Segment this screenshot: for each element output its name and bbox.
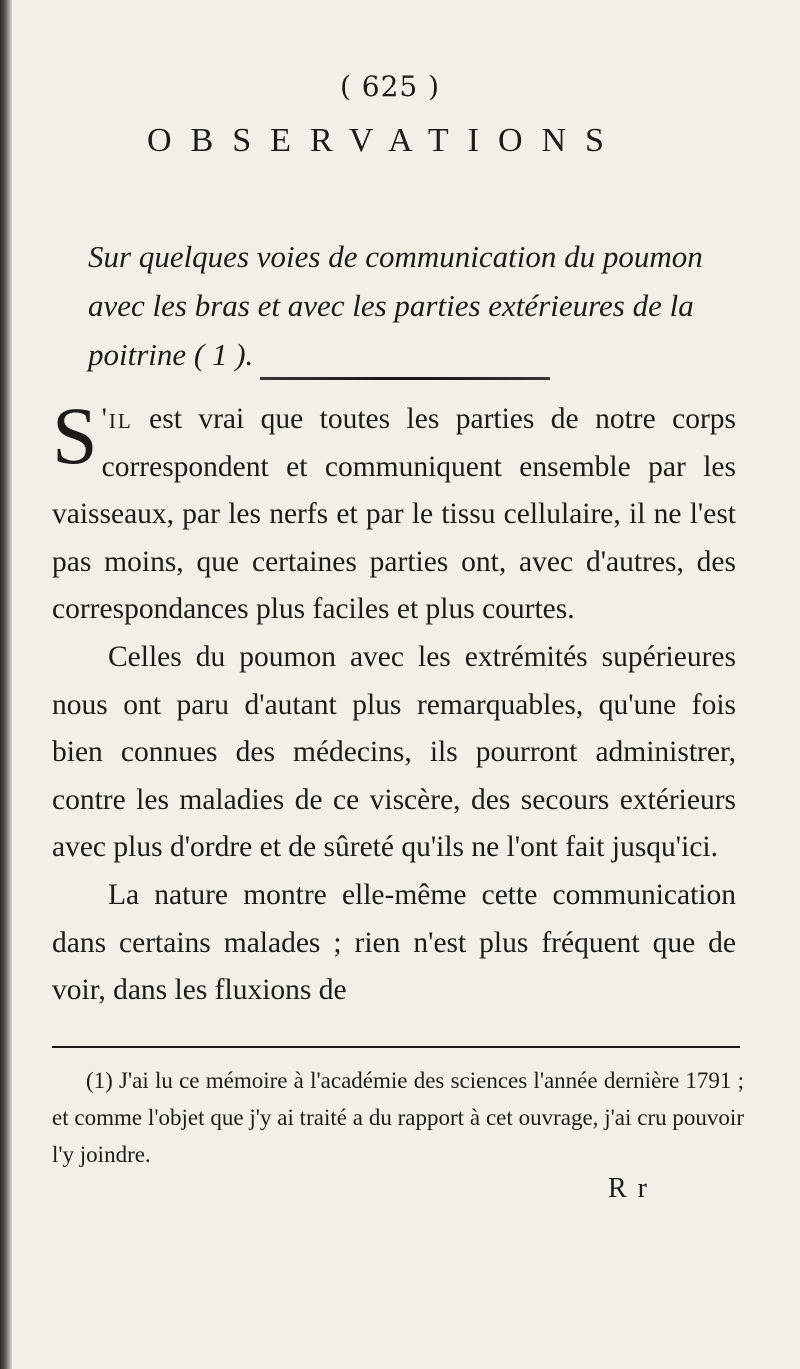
body-text (52, 390, 736, 1015)
paragraph-3: La nature montre elle-même cette communication dans certains malades ; rien n'est plus fréquent que de voir, dans les fluxions de (52, 878, 736, 1007)
first-word: 'il (101, 403, 133, 435)
chapter-heading: OBSERVATIONS (147, 122, 623, 159)
drop-cap: S (52, 390, 98, 481)
signature-mark: R r (608, 1173, 649, 1204)
chapter-subtitle: Sur quelques voies de communication du poumon avec les bras et avec les parties extérieures de la poitrine ( 1 ). (88, 239, 703, 372)
page-number: ( 625 ) (339, 70, 441, 103)
footnote: (1) J'ai lu ce mémoire à l'académie des sciences l'année dernière 1791 ; et comme l'objet que j'y ai traité a du rapport à cet ouvrage, j'ai cru pouvoir l'y joindre. (52, 1068, 744, 1167)
paragraph-1 (52, 390, 736, 634)
footnote-separator-rule (52, 1046, 740, 1048)
title-separator-rule (260, 377, 550, 380)
paragraph-2: Celles du poumon avec les extrémités supérieures nous ont paru d'autant plus remarquables, qu'une fois bien connues des médecins, ils pourront administrer, contre les maladies de ce viscère, des secours extérieurs avec plus d'ordre et de sûreté qu'ils ne l'ont fait jusqu'ici. (52, 640, 736, 864)
paragraph-1-text: est vrai que toutes les parties de notre corps correspondent et communiquent ensemble par les vaisseaux, par les nerfs et par le tissu cellulaire, il ne l'est pas moins, que certaines parties ont, avec d'autres, des correspondances plus faciles et plus courtes. (52, 403, 736, 626)
